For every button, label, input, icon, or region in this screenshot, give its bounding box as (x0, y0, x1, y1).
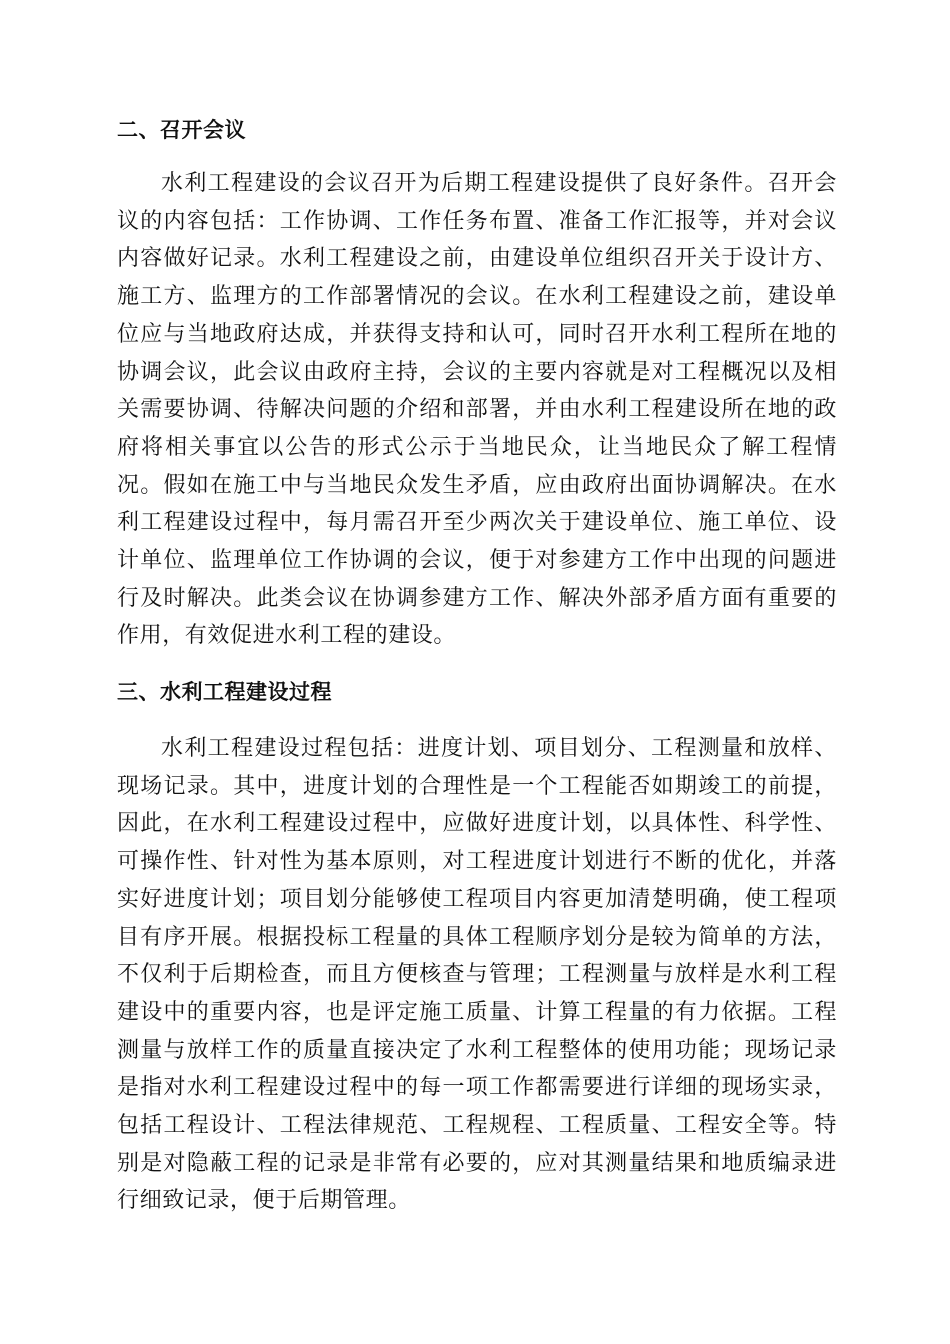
section-paragraph: 水利工程建设的会议召开为后期工程建设提供了良好条件。召开会议的内容包括：工作协调、工作任务布置、准备工作汇报等，并对会议内容做好记录。水利工程建设之前，由建设单位组织召开关于设计方、施工方、监理方的工作部署情况的会议。在水利工程建设之前，建设单位应与当地政府达成，并获得支持和认可，同时召开水利工程所在地的协调会议，此会议由政府主持，会议的主要内容就是对工程概况以及相关需要协调、待解决问题的介绍和部署，并由水利工程建设所在地的政府将相关事宜以公告的形式公示于当地民众，让当地民众了解工程情况。假如在施工中与当地民众发生矛盾，应由政府出面协调解决。在水利工程建设过程中，每月需召开至少两次关于建设单位、施工单位、设计单位、监理单位工作协调的会议，便于对参建方工作中出现的问题进行及时解决。此类会议在协调参建方工作、解决外部矛盾方面有重要的作用，有效促进水利工程的建设。 (117, 171, 837, 649)
section-paragraph: 水利工程建设过程包括：进度计划、项目划分、工程测量和放样、现场记录。其中，进度计划的合理性是一个工程能否如期竣工的前提，因此，在水利工程建设过程中，应做好进度计划，以具体性、科学性、可操作性、针对性为基本原则，对工程进度计划进行不断的优化，并落实好进度计划；项目划分能够使工程项目内容更加清楚明确，使工程项目有序开展。根据投标工程量的具体工程顺序划分是较为简单的方法，不仅利于后期检查，而且方便核查与管理；工程测量与放样是水利工程建设中的重要内容，也是评定施工质量、计算工程量的有力依据。工程测量与放样工作的质量直接决定了水利工程整体的使用功能；现场记录是指对水利工程建设过程中的每一项工作都需要进行详细的现场实录，包括工程设计、工程法律规范、工程规程、工程质量、工程安全等。特别是对隐蔽工程的记录是非常有必要的，应对其测量结果和地质编录进行细致记录，便于后期管理。 (117, 736, 837, 1214)
section-heading: 二、召开会议 (117, 118, 246, 142)
section-heading: 三、水利工程建设过程 (117, 680, 332, 704)
